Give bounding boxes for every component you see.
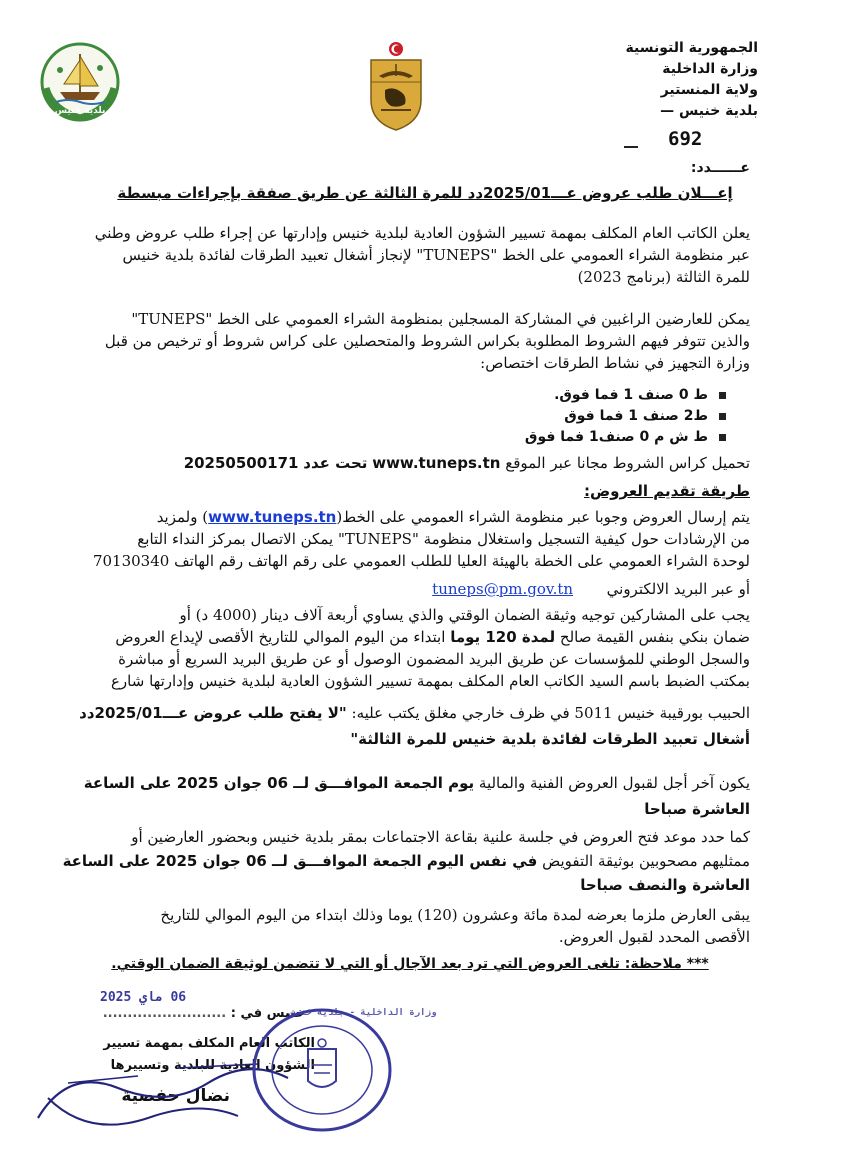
signatory-role-line-1: الكاتب العام المكلف بمهمة تسيير (103, 1036, 315, 1051)
tunisia-emblem-icon (363, 40, 429, 132)
eligibility-line-2: والذين تتوفر فيهم الشروط المطلوبة بكراس الشروط والمتحصلين على كراس شروط أو ترخيص من قبل (104, 332, 750, 350)
deadline-line-2: العاشرة صباحا (644, 800, 750, 818)
submission-line-1: يتم إرسال العروض وجوبا عبر منظومة الشراء العمومي على الخط(www.tuneps.tn) ولمزيد (156, 508, 750, 526)
validity-line-2: الأقصى المحدد لقبول العروض. (558, 928, 750, 946)
criteria-item: ط ش م 0 صنف1 فما فوق (370, 427, 708, 448)
reference-number: 692 (668, 128, 703, 150)
guarantee-line-6: أشغال تعبيد الطرقات لفائدة بلدية خنيس للمرة الثالثة" (350, 730, 750, 748)
tuneps-link[interactable]: www.tuneps.tn (208, 508, 337, 526)
download-text: تحميل كراس الشروط مجانا عبر الموقع (505, 454, 750, 472)
eligibility-paragraph (62, 308, 750, 374)
place-date-label: خنيس في : ......................... (102, 1006, 305, 1021)
reference-label: عــــــدد: (690, 160, 750, 176)
intro-paragraph (62, 222, 750, 288)
download-line (62, 452, 750, 474)
intro-line-1: يعلن الكاتب العام المكلف بمهمة تسيير الشؤون العادية لبلدية خنيس وإدارتها عن إجراء طلب عروض وطني (94, 224, 750, 242)
guarantee-line-3: والسجل الوطني للمؤسسات عن طريق البريد المضمون الوصول أو عن طريق البريد السريع أو مباشرة (118, 650, 750, 668)
eligibility-line-3: وزارة التجهيز في نشاط الطرقات اختصاص: (480, 354, 750, 372)
eligibility-line-1: يمكن للعارضين الراغبين في المشاركة المسجلين بمنظومة الشراء العمومي على الخط "TUNEPS" (131, 310, 750, 328)
criteria-item: ط2 صنف 1 فما فوق (370, 406, 708, 427)
validity-line-1: يبقى العارض ملزما بعرضه لمدة مائة وعشرون (120) يوما وذلك ابتداء من اليوم الموالي للتاريخ (160, 906, 750, 924)
signatory-name: نضال حفصية (121, 1086, 230, 1106)
opening-paragraph (62, 826, 750, 896)
municipality-label: بلدية خنيس — (660, 103, 758, 119)
opening-line-1: كما حدد موعد فتح العروض في جلسة علنية بقاعة الاجتماعات بمقر بلدية خنيس وبحضور العارضين أو (131, 828, 750, 846)
header-block (528, 38, 758, 122)
deadline-paragraph (62, 772, 750, 820)
signatory-role-line-2: الشؤون العادية للبلدية وتسييرها (110, 1058, 315, 1073)
stamp-text: وزارة الداخلية - بلدية خنيس (290, 1008, 437, 1018)
guarantee-line-1: يجب على المشاركين توجيه وثيقة الضمان الوقتي والذي يساوي أربعة آلاف دينار (4000 د) أو (179, 606, 750, 624)
guarantee-line-4: بمكتب الضبط باسم السيد الكاتب العام المكلف بمهمة تسيير الشؤون العادية لبلدية خنيس وإدارتها شارع (110, 672, 750, 690)
reference-dash (624, 146, 638, 148)
municipality-logo-caption: بلدية خنيس (54, 106, 106, 116)
download-number: 20250500171 (183, 454, 299, 472)
opening-line-3: العاشرة والنصف صباحا (580, 876, 750, 894)
opening-line-2: ممثليهم مصحوبين بوثيقة التفويض في نفس اليوم الجمعة الموافـــق لــ 06 جوان 2025 على الساعة (62, 852, 750, 870)
date-stamp: 06 ماي 2025 (100, 990, 187, 1005)
governorate-label: ولاية المنستير (660, 82, 758, 98)
submission-line-4: أو عبر البريد الالكتروني tuneps@pm.gov.tn (432, 580, 750, 598)
submission-section-title: طريقة تقديم العروض: (584, 482, 750, 500)
guarantee-line-5: الحبيب بورقيبة خنيس 5011 في ظرف خارجي مغلق يكتب عليه: "لا يفتح طلب عروض عـــ2025/01دد (79, 704, 750, 722)
validity-paragraph (62, 904, 750, 948)
criteria-list (370, 385, 730, 448)
note-line: *** ملاحظة: تلغى العروض التي ترد بعد الآجال أو التي لا تتضمن لوثيقة الضمان الوقتي. (111, 956, 709, 972)
ministry-label: وزارة الداخلية (662, 61, 758, 77)
download-under-number-label: تحت عدد (303, 454, 368, 472)
submission-paragraph-1 (62, 506, 750, 600)
email-link[interactable]: tuneps@pm.gov.tn (432, 580, 574, 598)
criteria-item: ط 0 صنف 1 فما فوق. (370, 385, 708, 406)
deadline-line-1: يكون آخر أجل لقبول العروض الفنية والمالية يوم الجمعة الموافـــق لــ 06 جوان 2025 على الساعة (83, 774, 750, 792)
guarantee-paragraph (62, 604, 750, 750)
intro-line-3: للمرة الثالثة (برنامج 2023) (577, 268, 750, 286)
submission-line-3: لوحدة الشراء العمومي على الخطة بالهيئة العليا للطلب العمومي على رقم الهاتف رقم الهاتف 70130340 (92, 552, 750, 570)
official-stamp-icon (250, 1005, 395, 1135)
page-title: إعـــلان طلب عروض عـــ2025/01دد للمرة الثالثة عن طريق صفقة بإجراءات مبسطة (117, 184, 733, 202)
download-site[interactable]: www.tuneps.tn (372, 454, 501, 472)
guarantee-line-2: ضمان بنكي بنفس القيمة صالح لمدة 120 يوما ابتداء من اليوم الموالي للتاريخ الأقصى لإيداع العروض (115, 628, 750, 646)
intro-line-2: عبر منظومة الشراء العمومي على الخط "TUNEPS" لإنجاز أشغال تعبيد الطرقات لفائدة بلدية خنيس (122, 246, 750, 264)
submission-line-2: من الإرشادات حول كيفية التسجيل واستغلال منظومة "TUNEPS" يمكن الاتصال بمركز النداء التابع (137, 530, 750, 548)
republic-label: الجمهورية التونسية (625, 40, 758, 56)
